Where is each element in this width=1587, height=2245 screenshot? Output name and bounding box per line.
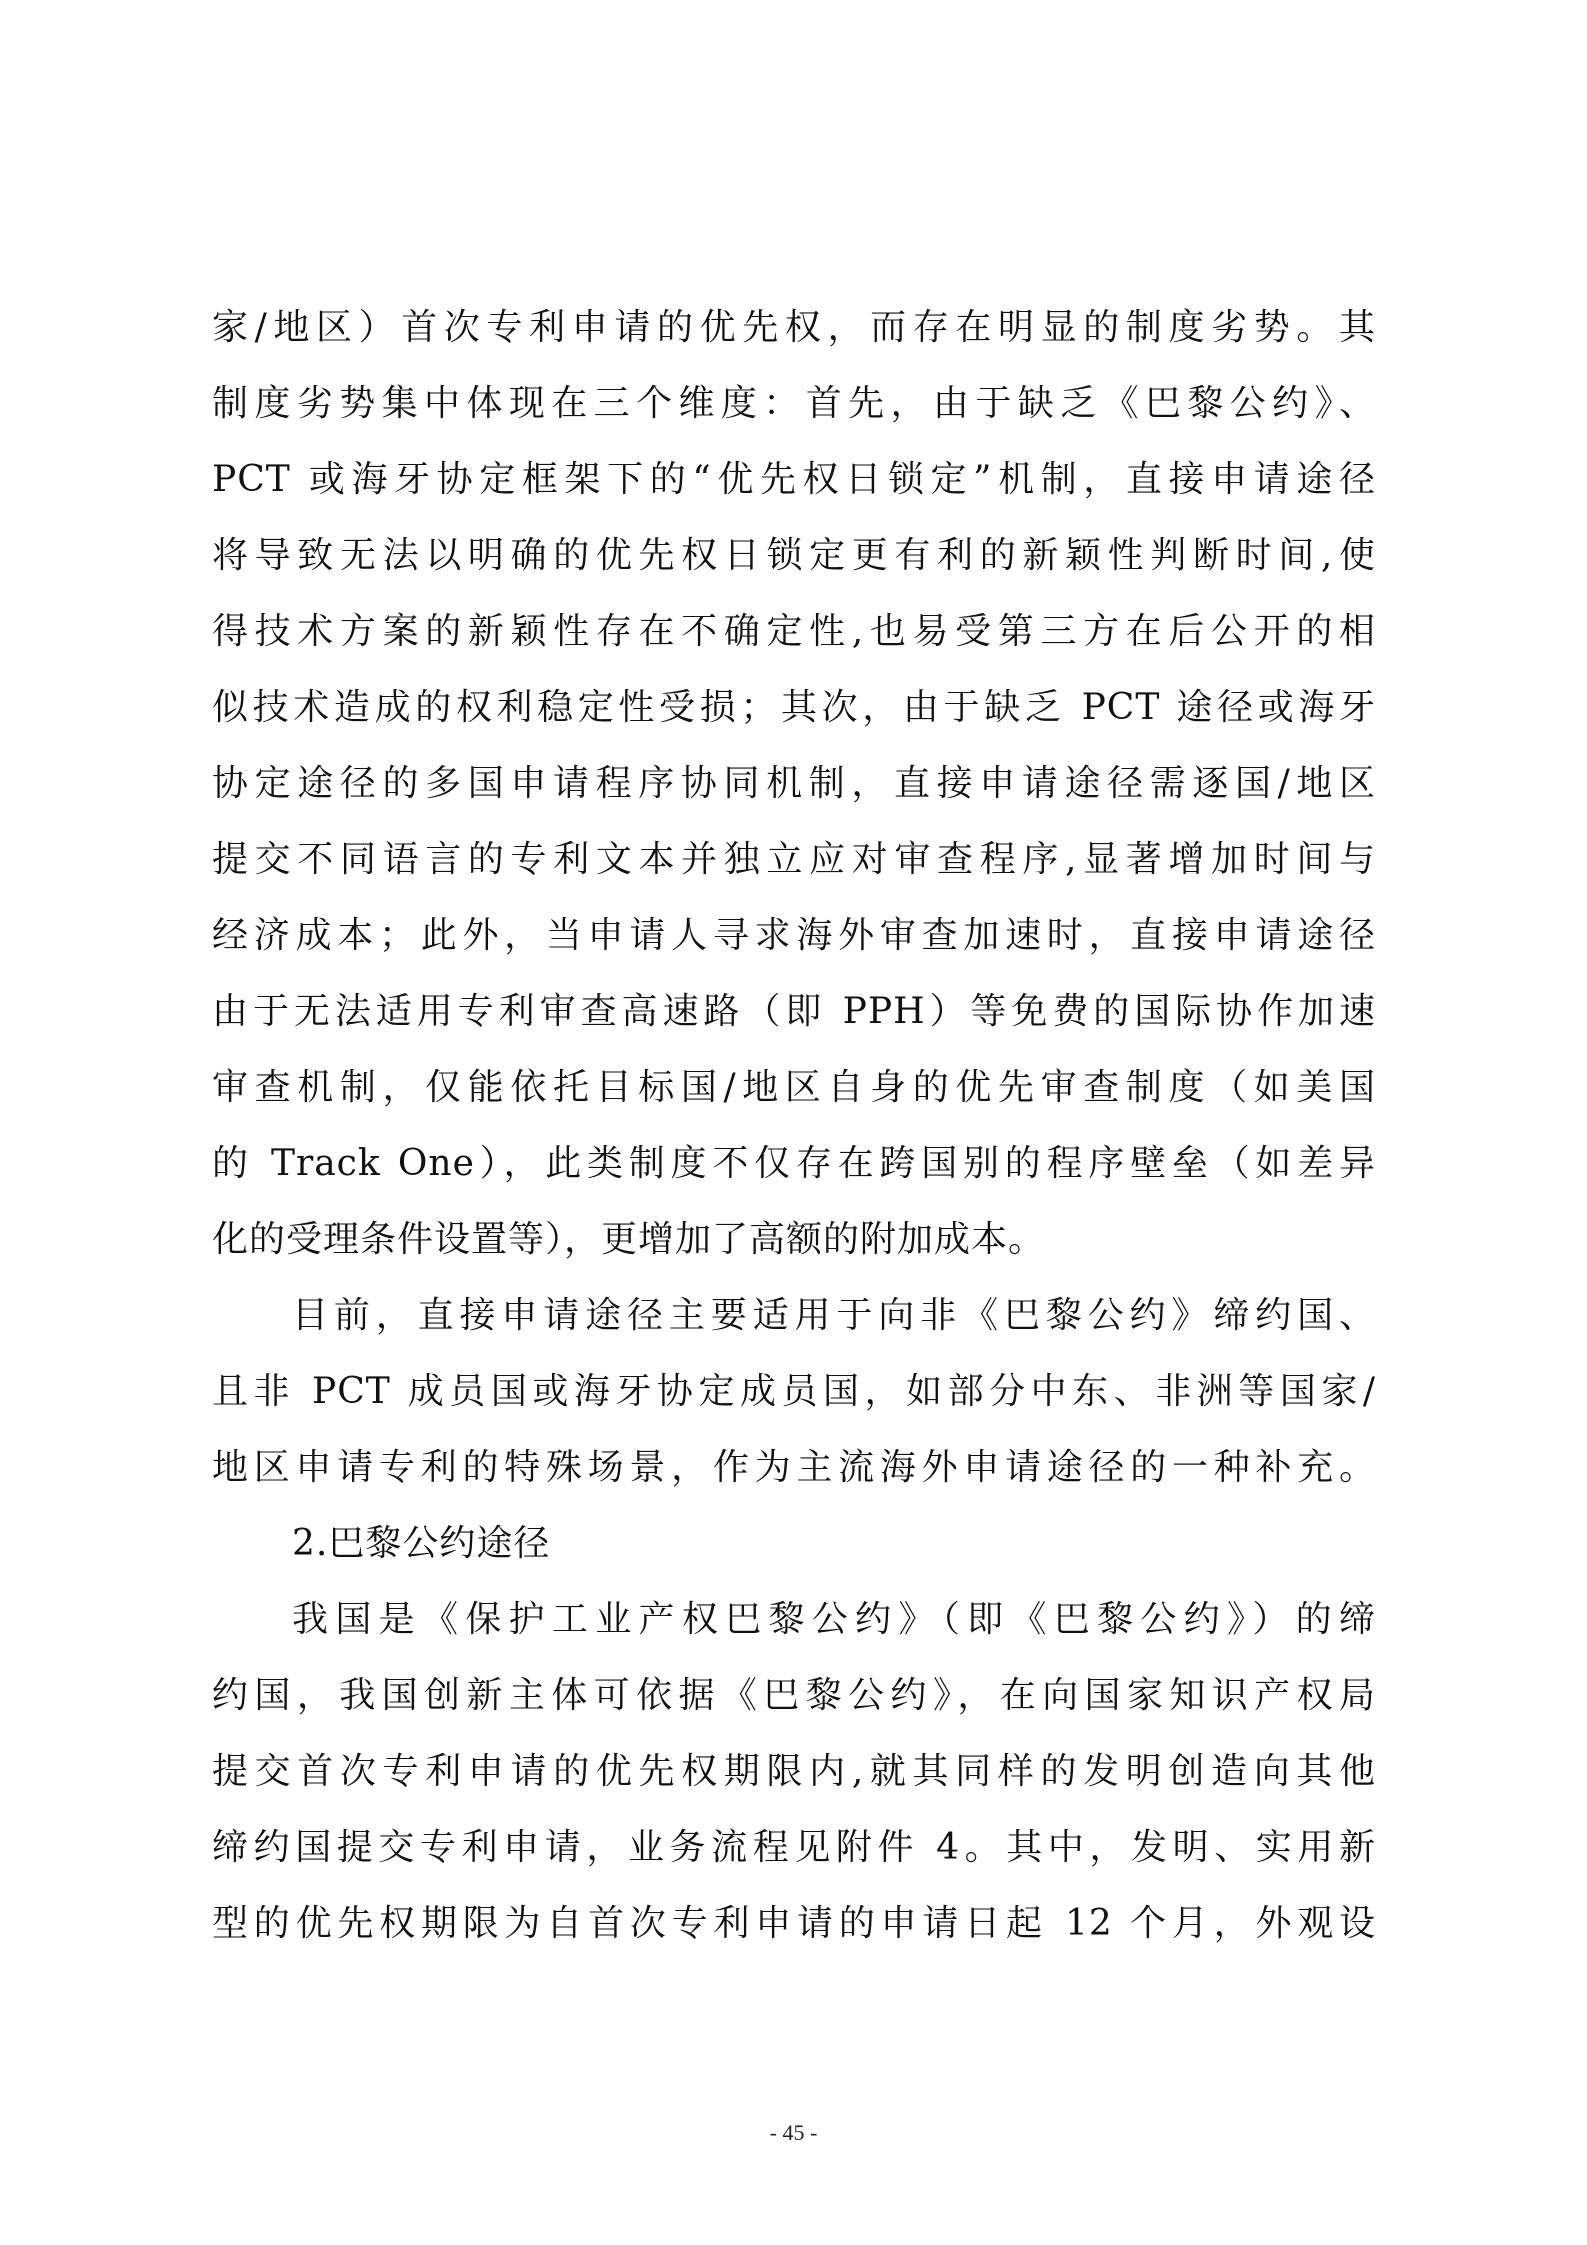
text-line: 经济成本；此外，当申请人寻求海外审查加速时，直接申请途径 xyxy=(212,915,1376,956)
text-line: 协定途径的多国申请程序协同机制，直接申请途径需逐国/地区 xyxy=(212,763,1376,804)
text-line: 且非 PCT 成员国或海牙协定成员国，如部分中东、非洲等国家/ xyxy=(212,1371,1376,1412)
text-line: 缔约国提交专利申请，业务流程见附件 4。其中，发明、实用新 xyxy=(212,1827,1376,1868)
text-line: 提交不同语言的专利文本并独立应对审查程序,显著增加时间与 xyxy=(212,839,1376,880)
text-line: 地区申请专利的特殊场景，作为主流海外申请途径的一种补充。 xyxy=(212,1447,1376,1488)
text-line: 似技术造成的权利稳定性受损；其次，由于缺乏 PCT 途径或海牙 xyxy=(212,687,1376,728)
text-line: 的 Track One），此类制度不仅存在跨国别的程序壁垒（如差异 xyxy=(212,1143,1376,1184)
text-line: 型的优先权期限为自首次专利申请的申请日起 12 个月，外观设 xyxy=(212,1903,1376,1944)
text-line: 得技术方案的新颖性存在不确定性,也易受第三方在后公开的相 xyxy=(212,611,1376,652)
paragraph-first-line: 我国是《保护工业产权巴黎公约》（即《巴黎公约》）的缔 xyxy=(292,1599,1376,1640)
text-line: 将导致无法以明确的优先权日锁定更有利的新颖性判断时间,使 xyxy=(212,535,1376,576)
text-line: 制度劣势集中体现在三个维度：首先，由于缺乏《巴黎公约》、 xyxy=(212,383,1376,424)
paragraph-first-line: 目前，直接申请途径主要适用于向非《巴黎公约》缔约国、 xyxy=(292,1295,1376,1336)
text-line: 由于无法适用专利审查高速路（即 PPH）等免费的国际协作加速 xyxy=(212,991,1376,1032)
text-line: PCT 或海牙协定框架下的“优先权日锁定”机制，直接申请途径 xyxy=(212,459,1376,500)
page-number: - 45 - xyxy=(769,2120,818,2145)
text-line: 家/地区）首次专利申请的优先权，而存在明显的制度劣势。其 xyxy=(212,307,1376,348)
text-line: 提交首次专利申请的优先权期限内,就其同样的发明创造向其他 xyxy=(212,1751,1376,1792)
body-text xyxy=(212,290,1376,1962)
section-heading: 2.巴黎公约途径 xyxy=(292,1523,551,1564)
text-line: 审查机制，仅能依托目标国/地区自身的优先审查制度（如美国 xyxy=(212,1067,1376,1108)
text-line: 约国，我国创新主体可依据《巴黎公约》，在向国家知识产权局 xyxy=(212,1675,1376,1716)
text-line: 化的受理条件设置等），更增加了高额的附加成本。 xyxy=(212,1219,1046,1260)
